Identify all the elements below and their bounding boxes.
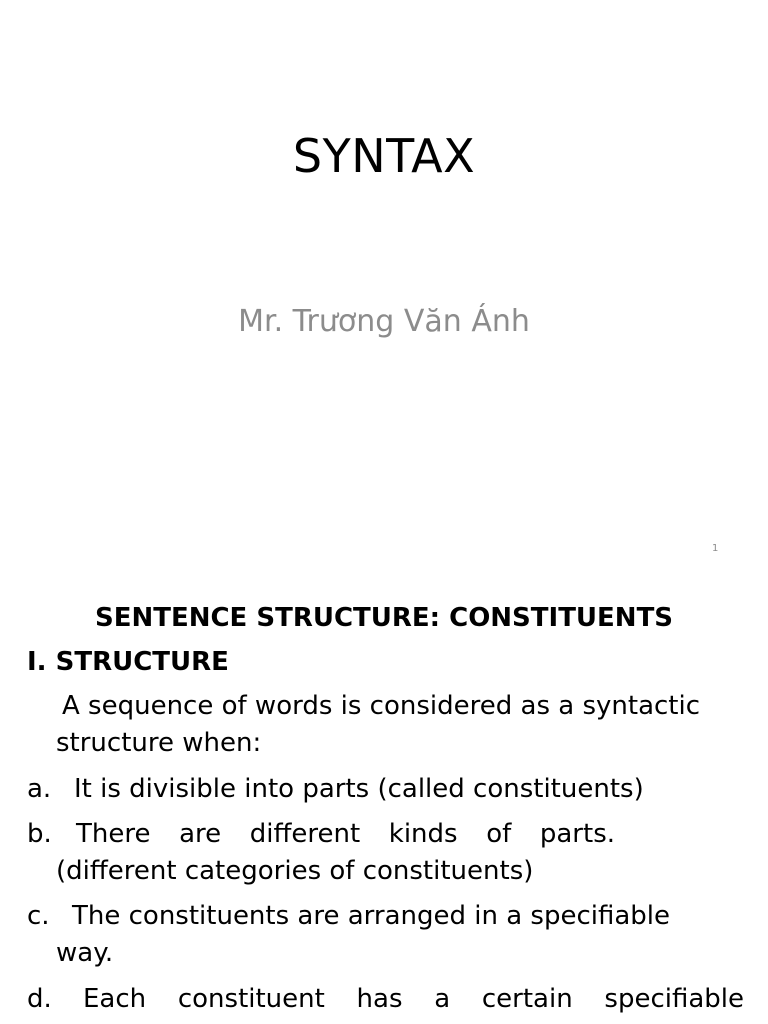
list-item-line: There are different kinds of parts. [76, 819, 615, 849]
list-item-text [27, 771, 744, 808]
slide-title: SYNTAX [292, 129, 476, 183]
list-item-text [27, 898, 744, 972]
list-item-line: (different categories of constituents) [56, 856, 534, 886]
slide-subtitle: Mr. Trương Văn Ánh [238, 304, 530, 339]
list-item [27, 771, 744, 808]
list-item-line: Each constituent has a certain specifiable [83, 984, 744, 1014]
list-item [27, 981, 744, 1018]
list-item-marker: b. [27, 819, 52, 849]
slide-number: 1 [712, 543, 719, 554]
list-item-marker: c. [27, 901, 50, 931]
list-item-text [27, 816, 744, 890]
list-item-marker: a. [27, 774, 52, 804]
list-item-line: way. [56, 938, 114, 968]
list-item [27, 816, 744, 890]
list-item-line: The constituents are arranged in a specifiable [72, 901, 671, 931]
slide-heading: SENTENCE STRUCTURE: CONSTITUENTS [94, 603, 674, 633]
list-item [27, 898, 744, 972]
intro-paragraph: A sequence of words is considered as a syntactic structure when: [56, 691, 701, 758]
list-item-line: It is divisible into parts (called constituents) [74, 774, 644, 804]
list-item-marker: d. [27, 984, 52, 1014]
list-item-text [27, 981, 744, 1018]
slide-2 [0, 576, 768, 1024]
section-heading: I. STRUCTURE [27, 647, 229, 677]
